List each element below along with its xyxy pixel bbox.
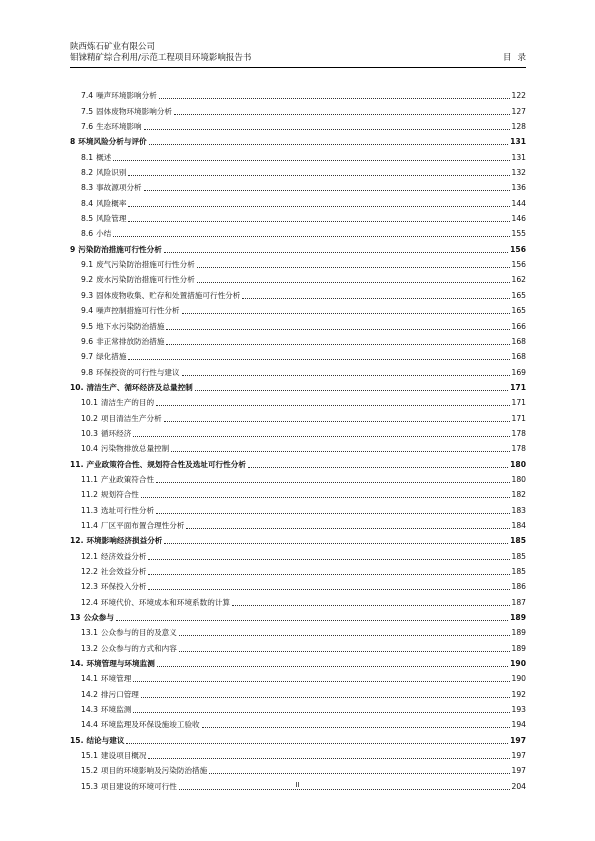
toc-entry-title: 环境代价、环境成本和环境系数的计算: [100, 597, 231, 607]
toc-chapter-entry[interactable]: [70, 654, 526, 669]
toc-entry-page: 166: [511, 321, 526, 331]
toc-leader-dots: [179, 634, 510, 636]
toc-entry-title: 噪声环境影响分析: [96, 91, 157, 101]
toc-section-entry[interactable]: [70, 500, 526, 515]
toc-leader-dots: [209, 772, 509, 774]
toc-entry-page: 171: [511, 398, 526, 408]
toc-chapter-entry[interactable]: [70, 608, 526, 623]
toc-entry-number: 9.3: [81, 290, 94, 300]
toc-leader-dots: [242, 297, 509, 299]
toc-entry-page: 131: [511, 152, 526, 162]
toc-leader-dots: [174, 113, 509, 115]
toc-entry-title: 循环经济: [100, 428, 132, 438]
toc-entry-page: 186: [511, 582, 526, 592]
table-of-contents: [70, 86, 526, 792]
toc-entry-title: 环保投入分析: [100, 582, 147, 592]
toc-section-entry[interactable]: [70, 546, 526, 561]
toc-leader-dots: [164, 420, 510, 422]
toc-entry-page: 122: [511, 91, 526, 101]
toc-entry-page: 184: [511, 520, 526, 530]
toc-section-entry[interactable]: [70, 592, 526, 607]
toc-leader-dots: [128, 220, 509, 222]
page-number: II: [295, 781, 300, 789]
toc-entry-title: 经济效益分析: [100, 551, 147, 561]
toc-leader-dots: [186, 527, 509, 529]
toc-section-entry[interactable]: [70, 424, 526, 439]
toc-entry-title: 废水污染防治措施可行性分析: [96, 275, 195, 285]
company-name: 陕西炼石矿业有限公司: [70, 42, 156, 52]
toc-leader-dots: [149, 143, 509, 145]
toc-leader-dots: [148, 573, 509, 575]
toc-leader-dots: [179, 650, 510, 652]
toc-entry-title: 绿化措施: [96, 352, 127, 362]
toc-section-entry[interactable]: [70, 669, 526, 684]
toc-entry-title: 地下水污染防治措施: [96, 321, 165, 331]
toc-section-entry[interactable]: [70, 761, 526, 776]
toc-entry-number: 11.2: [81, 490, 98, 500]
toc-entry-number: 12.2: [81, 567, 98, 576]
toc-section-entry[interactable]: [70, 332, 526, 347]
toc-leader-dots: [113, 235, 509, 237]
toc-entry-page: 168: [511, 352, 526, 362]
toc-entry-number: 9.2: [81, 275, 94, 285]
toc-section-entry[interactable]: [70, 470, 526, 485]
toc-entry-title: 风险识别: [96, 168, 127, 178]
toc-section-entry[interactable]: [70, 285, 526, 300]
toc-section-entry[interactable]: [70, 270, 526, 285]
toc-leader-dots: [197, 281, 510, 283]
toc-entry-page: 190: [511, 674, 526, 684]
toc-entry-page: 156: [511, 260, 526, 270]
toc-entry-page: 185: [511, 551, 526, 561]
toc-entry-number: 15.: [70, 735, 84, 745]
toc-entry-number: 9.7: [81, 352, 94, 362]
toc-leader-dots: [148, 757, 509, 759]
toc-section-entry[interactable]: [70, 393, 526, 408]
toc-entry-page: 128: [511, 122, 526, 132]
toc-entry-page: 190: [510, 659, 526, 669]
toc-entry-title: 环保投资的可行性与建议: [96, 367, 180, 377]
toc-leader-dots: [128, 205, 509, 207]
toc-entry-title: 非正常排放防治措施: [96, 336, 165, 346]
toc-entry-title: 事故源项分析: [96, 183, 142, 193]
toc-entry-page: 183: [511, 505, 526, 515]
toc-entry-title: 废气污染防治措施可行性分析: [96, 260, 195, 270]
toc-entry-page: 185: [510, 536, 526, 546]
toc-entry-number: 11.1: [81, 474, 98, 484]
toc-entry-title: 污染物排放总量控制: [100, 444, 170, 454]
toc-section-entry[interactable]: [70, 408, 526, 423]
toc-leader-dots: [202, 726, 510, 728]
toc-entry-page: 180: [511, 474, 526, 484]
toc-section-entry[interactable]: [70, 638, 526, 653]
toc-leader-dots: [148, 558, 509, 560]
toc-entry-title: 建设项目概况: [100, 751, 147, 761]
toc-leader-dots: [133, 711, 509, 713]
toc-section-entry[interactable]: [70, 347, 526, 362]
toc-entry-page: 144: [511, 198, 526, 208]
page-header: [70, 42, 532, 64]
toc-entry-number: 15.1: [81, 751, 98, 761]
toc-entry-page: 193: [511, 705, 526, 715]
toc-leader-dots: [171, 450, 509, 452]
toc-leader-dots: [157, 665, 508, 667]
toc-section-entry[interactable]: [70, 439, 526, 454]
toc-entry-title: 清洁生产、循环经济及总量控制: [86, 382, 193, 392]
toc-entry-number: 10.2: [81, 413, 98, 423]
toc-entry-number: 9.1: [81, 260, 94, 270]
toc-entry-title: 环境监理及环保设施竣工验收: [100, 720, 200, 730]
toc-section-entry[interactable]: [70, 746, 526, 761]
toc-entry-page: 192: [511, 689, 526, 699]
toc-section-entry[interactable]: [70, 715, 526, 730]
toc-leader-dots: [144, 128, 510, 130]
toc-entry-page: 204: [511, 781, 526, 791]
toc-entry-page: 197: [510, 735, 526, 745]
toc-section-entry[interactable]: [70, 163, 526, 178]
toc-entry-number: 7.5: [81, 106, 94, 116]
toc-entry-page: 182: [511, 490, 526, 500]
toc-section-entry[interactable]: [70, 117, 526, 132]
header-divider: [70, 67, 526, 68]
toc-leader-dots: [126, 742, 508, 744]
toc-entry-page: 178: [511, 444, 526, 454]
toc-section-entry[interactable]: [70, 623, 526, 638]
toc-chapter-entry[interactable]: [70, 378, 526, 393]
toc-entry-number: 9.6: [81, 336, 94, 346]
toc-section-entry[interactable]: [70, 362, 526, 377]
toc-entry-title: 排污口管理: [100, 689, 139, 699]
toc-entry-page: 171: [510, 382, 526, 392]
toc-entry-page: 165: [511, 306, 526, 316]
toc-entry-page: 194: [511, 720, 526, 730]
toc-leader-dots: [166, 343, 509, 345]
toc-entry-number: 13.1: [81, 628, 98, 638]
toc-leader-dots: [164, 251, 508, 253]
toc-entry-number: 14.4: [81, 720, 98, 730]
toc-leader-dots: [128, 174, 509, 176]
toc-entry-number: 8.5: [81, 214, 94, 224]
header-row: [70, 53, 532, 64]
toc-leader-dots: [156, 404, 509, 406]
toc-entry-title: 社会效益分析: [100, 567, 147, 576]
toc-leader-dots: [156, 481, 509, 483]
toc-entry-page: 136: [511, 183, 526, 193]
toc-entry-title: 公众参与: [83, 613, 114, 623]
toc-section-entry[interactable]: [70, 178, 526, 193]
toc-leader-dots: [156, 512, 509, 514]
toc-leader-dots: [232, 604, 509, 606]
toc-entry-title: 污染防治措施可行性分析: [78, 244, 162, 254]
toc-entry-page: 131: [510, 137, 526, 147]
toc-entry-number: 14.1: [81, 674, 98, 684]
toc-leader-dots: [248, 466, 508, 468]
toc-section-entry[interactable]: [70, 301, 526, 316]
toc-chapter-entry[interactable]: [70, 531, 526, 546]
toc-entry-page: 189: [510, 613, 526, 623]
toc-section-entry[interactable]: [70, 700, 526, 715]
toc-entry-title: 公众参与的方式和内容: [100, 643, 177, 653]
toc-entry-page: 180: [510, 459, 526, 469]
toc-entry-page: 197: [511, 751, 526, 761]
toc-entry-title: 小结: [96, 229, 112, 239]
toc-entry-title: 规划符合性: [100, 490, 139, 500]
toc-entry-page: 197: [511, 766, 526, 776]
toc-entry-number: 10.1: [81, 398, 98, 408]
toc-entry-title: 风险管理: [96, 214, 127, 224]
toc-entry-number: 8: [70, 137, 76, 147]
toc-leader-dots: [113, 159, 509, 161]
toc-section-entry[interactable]: [70, 101, 526, 116]
toc-entry-title: 固体废物环境影响分析: [96, 106, 173, 116]
toc-entry-number: 8.1: [81, 152, 94, 162]
toc-section-entry[interactable]: [70, 516, 526, 531]
toc-entry-page: 155: [511, 229, 526, 239]
toc-entry-title: 风险概率: [96, 198, 127, 208]
toc-entry-title: 厂区平面布置合理性分析: [100, 520, 185, 530]
toc-leader-dots: [164, 542, 508, 544]
toc-entry-number: 14.: [70, 659, 84, 669]
toc-entry-number: 8.3: [81, 183, 94, 193]
toc-entry-page: 165: [511, 290, 526, 300]
toc-entry-page: 171: [511, 413, 526, 423]
toc-entry-number: 8.6: [81, 229, 94, 239]
toc-entry-title: 生态环境影响: [96, 122, 142, 132]
toc-entry-number: 9.5: [81, 321, 94, 331]
toc-chapter-entry[interactable]: [70, 132, 526, 147]
toc-entry-title: 概述: [96, 152, 112, 162]
toc-section-entry[interactable]: [70, 562, 526, 577]
toc-entry-number: 10.: [70, 382, 84, 392]
toc-entry-title: 公众参与的目的及意义: [100, 628, 177, 638]
toc-entry-number: 12.3: [81, 582, 98, 592]
toc-entry-number: 11.: [70, 459, 84, 469]
toc-entry-title: 环境影响经济损益分析: [86, 536, 163, 546]
toc-entry-title: 产业政策符合性、规划符合性及选址可行性分析: [86, 459, 246, 469]
toc-section-entry[interactable]: [70, 209, 526, 224]
toc-entry-number: 7.6: [81, 122, 94, 132]
toc-entry-title: 环境风险分析与评价: [78, 137, 147, 147]
toc-entry-number: 14.2: [81, 689, 98, 699]
toc-section-entry[interactable]: [70, 255, 526, 270]
toc-entry-number: 13.2: [81, 643, 98, 653]
toc-leader-dots: [195, 389, 508, 391]
toc-entry-title: 环境管理与环境监测: [86, 659, 155, 669]
toc-entry-title: 噪声控制措施可行性分析: [96, 306, 180, 316]
toc-leader-dots: [166, 328, 509, 330]
toc-section-entry[interactable]: [70, 577, 526, 592]
toc-section-entry[interactable]: [70, 147, 526, 162]
toc-entry-title: 环境监测: [100, 705, 132, 715]
toc-entry-page: 132: [511, 168, 526, 178]
toc-entry-page: 189: [511, 628, 526, 638]
toc-leader-dots: [133, 680, 509, 682]
toc-chapter-entry[interactable]: [70, 730, 526, 745]
toc-entry-page: 156: [510, 244, 526, 254]
toc-entry-number: 12.: [70, 536, 84, 546]
toc-entry-number: 15.2: [81, 766, 98, 776]
toc-entry-number: 12.4: [81, 597, 98, 607]
toc-leader-dots: [141, 496, 510, 498]
toc-section-entry[interactable]: [70, 485, 526, 500]
report-title: 钼铼精矿综合利用/示范工程项目环境影响报告书: [70, 53, 252, 63]
toc-entry-number: 11.4: [81, 520, 98, 530]
toc-entry-title: 选址可行性分析: [100, 505, 155, 515]
toc-entry-number: 8.4: [81, 198, 94, 208]
toc-entry-page: 169: [511, 367, 526, 377]
toc-entry-title: 清洁生产的目的: [100, 398, 155, 408]
toc-entry-page: 127: [511, 106, 526, 116]
toc-entry-page: 185: [511, 567, 526, 576]
toc-entry-page: 146: [511, 214, 526, 224]
toc-entry-title: 固体废物收集、贮存和处置措施可行性分析: [96, 290, 241, 300]
toc-chapter-entry[interactable]: [70, 239, 526, 254]
toc-entry-page: 187: [511, 597, 526, 607]
toc-entry-number: 13: [70, 613, 81, 623]
toc-section-entry[interactable]: [70, 224, 526, 239]
toc-section-entry[interactable]: [70, 86, 526, 101]
toc-entry-number: 11.3: [81, 505, 98, 515]
toc-entry-number: 12.1: [81, 551, 98, 561]
toc-entry-title: 结论与建议: [86, 735, 125, 745]
toc-entry-number: 10.4: [81, 444, 98, 454]
toc-entry-title: 产业政策符合性: [100, 474, 155, 484]
toc-leader-dots: [133, 435, 509, 437]
toc-leader-dots: [141, 696, 510, 698]
toc-entry-number: 7.4: [81, 91, 94, 101]
toc-leader-dots: [116, 619, 508, 621]
toc-leader-dots: [182, 312, 510, 314]
toc-entry-number: 15.3: [81, 781, 98, 791]
toc-entry-title: 项目建设的环境可行性: [100, 781, 177, 791]
toc-section-entry[interactable]: [70, 193, 526, 208]
toc-leader-dots: [144, 189, 510, 191]
toc-entry-number: 8.2: [81, 168, 94, 178]
toc-entry-title: 项目清洁生产分析: [100, 413, 162, 423]
toc-section-entry[interactable]: [70, 316, 526, 331]
toc-leader-dots: [197, 266, 510, 268]
toc-leader-dots: [148, 588, 509, 590]
toc-entry-page: 168: [511, 336, 526, 346]
toc-entry-title: 环境管理: [100, 674, 132, 684]
toc-entry-number: 10.3: [81, 428, 98, 438]
toc-leader-dots: [128, 358, 509, 360]
toc-entry-page: 178: [511, 428, 526, 438]
toc-entry-number: 9.8: [81, 367, 94, 377]
toc-entry-title: 项目的环境影响及污染防治措施: [100, 766, 208, 776]
toc-leader-dots: [182, 374, 510, 376]
toc-leader-dots: [159, 97, 510, 99]
toc-entry-number: 14.3: [81, 705, 98, 715]
toc-entry-page: 189: [511, 643, 526, 653]
toc-chapter-entry[interactable]: [70, 454, 526, 469]
toc-entry-page: 162: [511, 275, 526, 285]
toc-entry-number: 9.4: [81, 306, 94, 316]
toc-entry-number: 9: [70, 244, 76, 254]
toc-section-entry[interactable]: [70, 684, 526, 699]
section-label: 目录: [502, 53, 532, 63]
